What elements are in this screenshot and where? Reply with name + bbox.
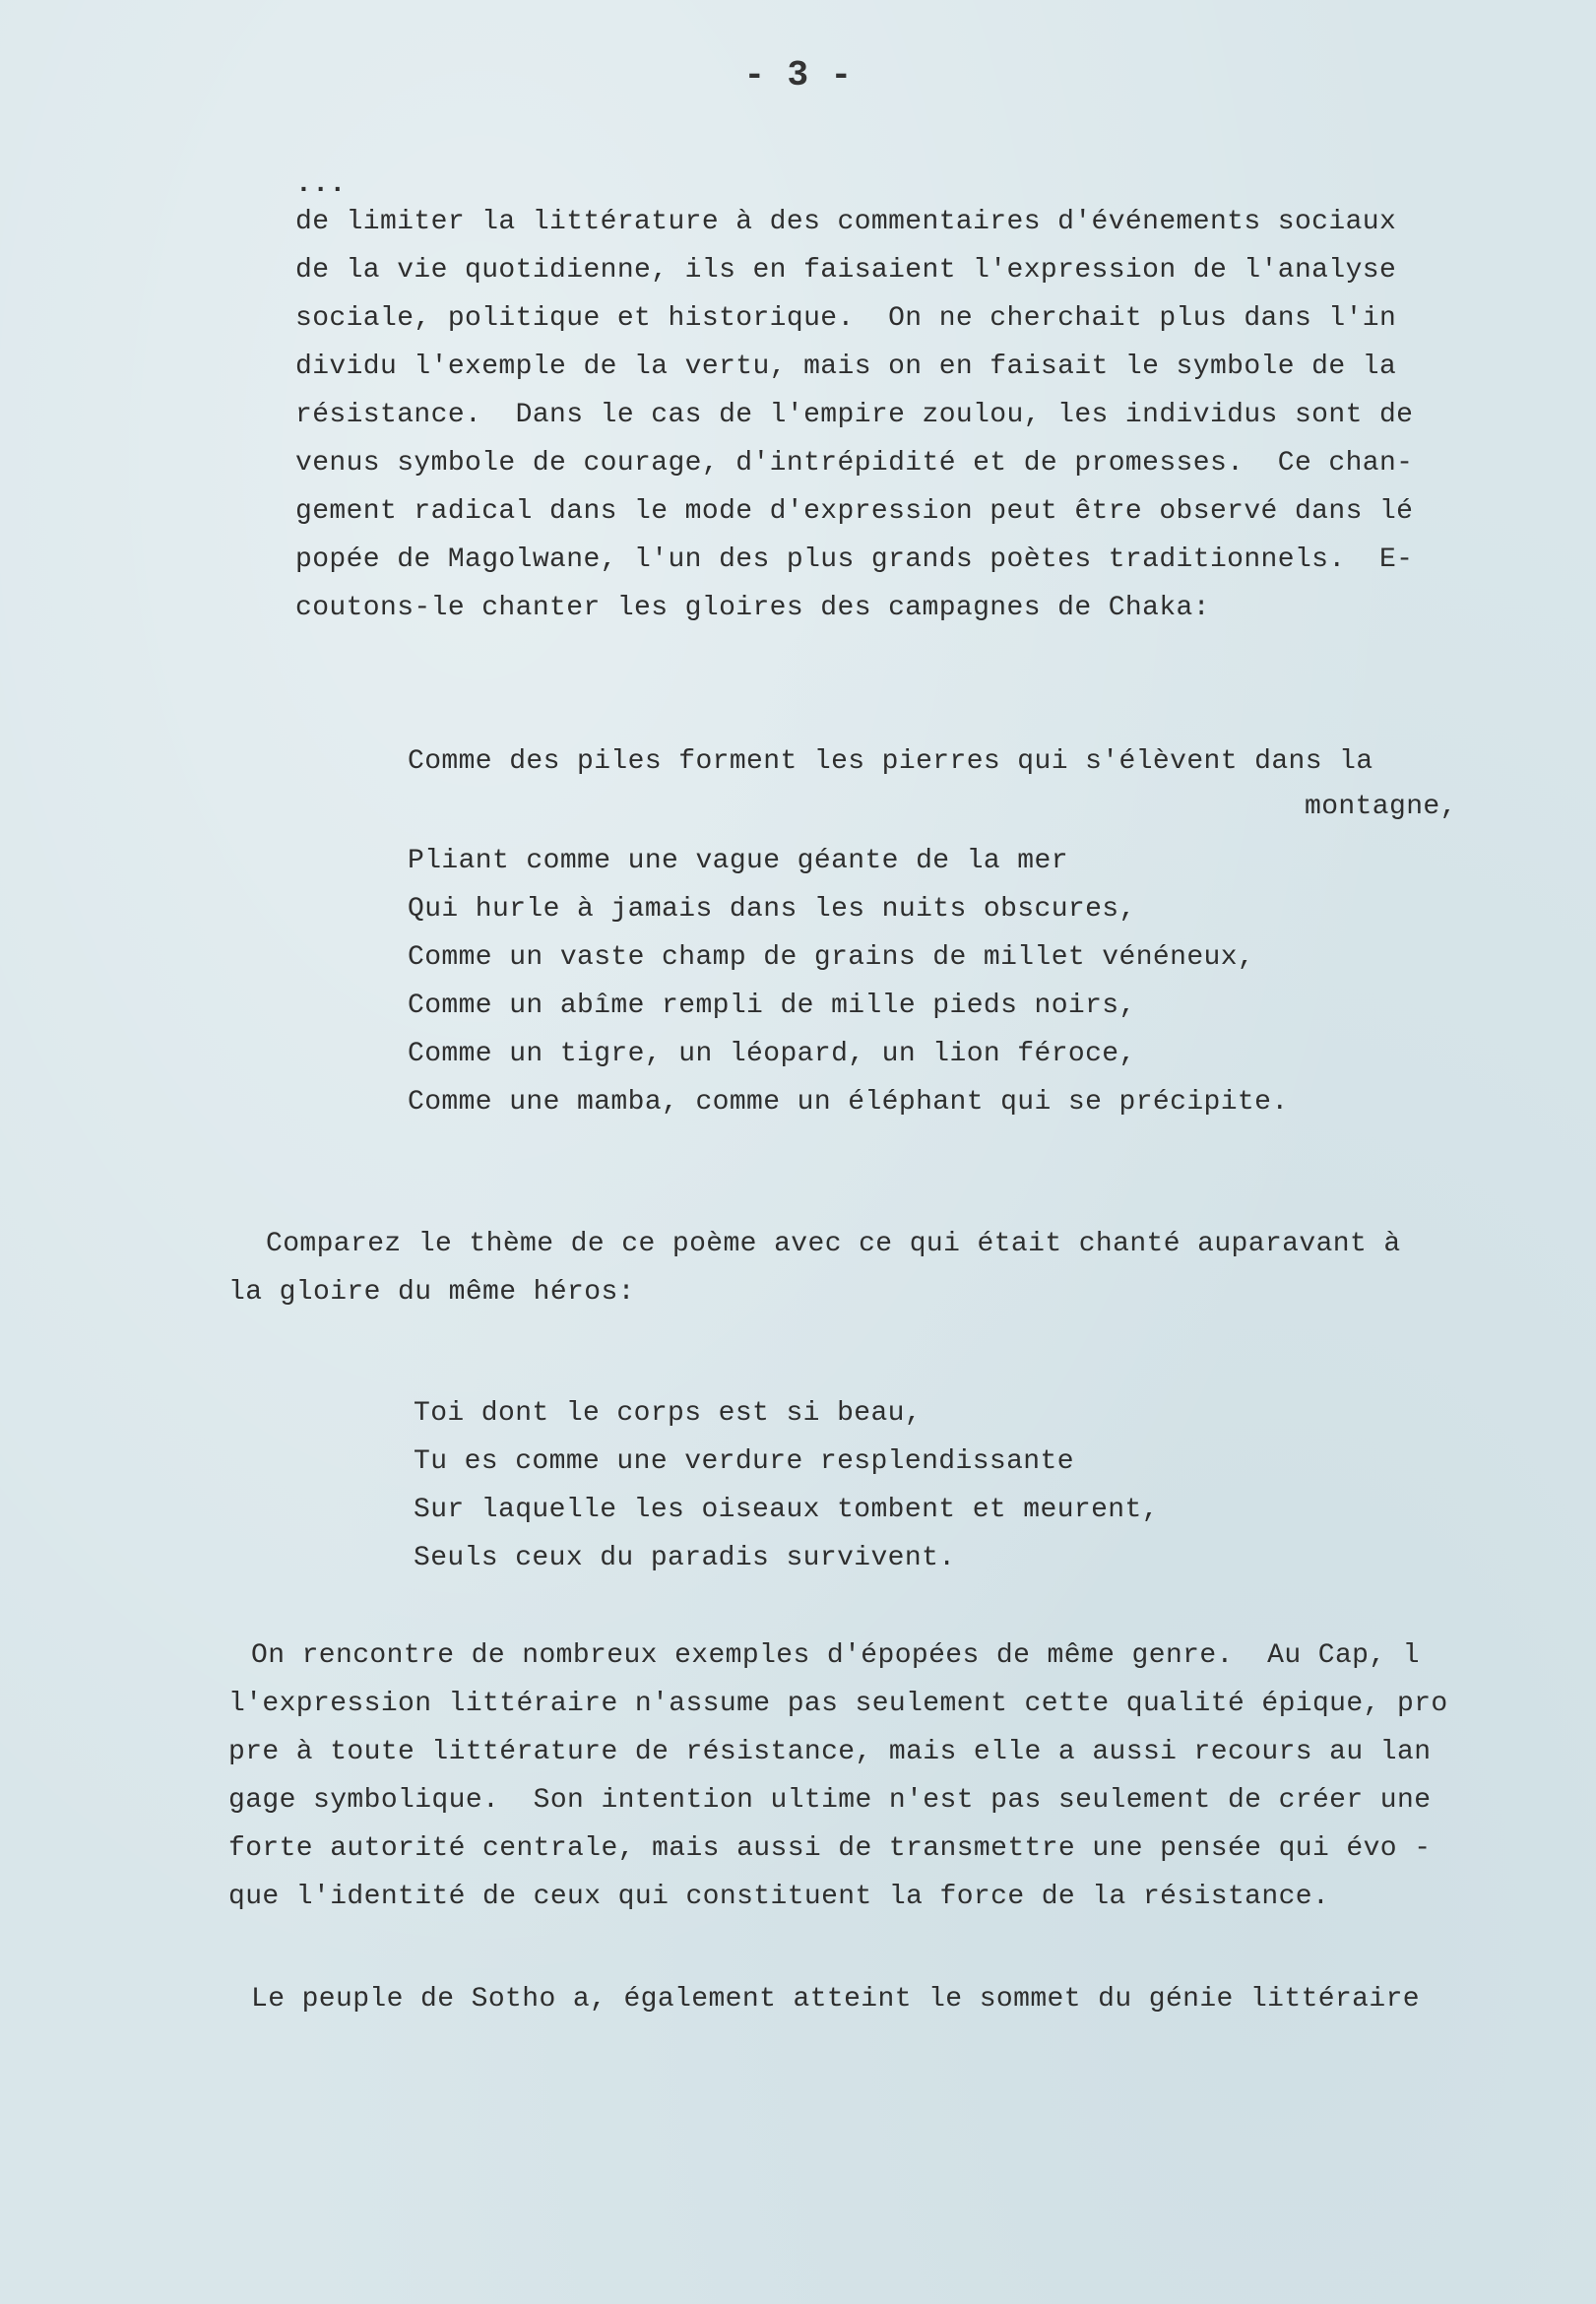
poem1-line-3: Qui hurle à jamais dans les nuits obscures,: [408, 894, 1136, 925]
poem1-line-1: Comme des piles forment les pierres qui s'élèvent dans la: [408, 746, 1373, 777]
para3-line-4: gage symbolique. Son intention ultime n'est pas seulement de créer une: [228, 1785, 1432, 1816]
poem2-line-1: Toi dont le corps est si beau,: [414, 1398, 923, 1429]
para1-line-5: résistance. Dans le cas de l'empire zoulou, les individus sont de: [295, 400, 1414, 430]
para1-line-2: de la vie quotidienne, ils en faisaient l'expression de l'analyse: [295, 255, 1397, 286]
poem1-line-1-cont: montagne,: [1305, 792, 1457, 822]
para1-line-4: dividu l'exemple de la vertu, mais on en faisait le symbole de la: [295, 352, 1397, 382]
para1-line-9: coutons-le chanter les gloires des campagnes de Chaka:: [295, 593, 1210, 623]
poem1-line-2: Pliant comme une vague géante de la mer: [408, 846, 1068, 876]
para3-line-1: On rencontre de nombreux exemples d'épopées de même genre. Au Cap, l: [251, 1640, 1420, 1671]
poem1-line-4: Comme un vaste champ de grains de millet vénéneux,: [408, 942, 1255, 973]
para1-line-8: popée de Magolwane, l'un des plus grands poètes traditionnels. E-: [295, 544, 1414, 575]
ellipsis: ...: [295, 169, 347, 200]
page-number: - 3 -: [743, 55, 853, 96]
para2-line-2: la gloire du même héros:: [228, 1277, 635, 1308]
poem2-line-2: Tu es comme une verdure resplendissante: [414, 1446, 1074, 1477]
para3-line-6: que l'identité de ceux qui constituent la force de la résistance.: [228, 1882, 1330, 1912]
para3-line-5: forte autorité centrale, mais aussi de transmettre une pensée qui évo -: [228, 1833, 1432, 1864]
para2-line-1: Comparez le thème de ce poème avec ce qui était chanté auparavant à: [266, 1229, 1401, 1259]
poem2-line-4: Seuls ceux du paradis survivent.: [414, 1543, 956, 1573]
para3-line-2: l'expression littéraire n'assume pas seulement cette qualité épique, pro: [228, 1689, 1448, 1719]
poem2-line-3: Sur laquelle les oiseaux tombent et meurent,: [414, 1495, 1159, 1525]
para1-line-3: sociale, politique et historique. On ne cherchait plus dans l'in: [295, 303, 1397, 334]
poem1-line-7: Comme une mamba, comme un éléphant qui se précipite.: [408, 1087, 1289, 1118]
poem1-line-6: Comme un tigre, un léopard, un lion féroce,: [408, 1039, 1136, 1069]
para3-line-3: pre à toute littérature de résistance, mais elle a aussi recours au lan: [228, 1737, 1432, 1767]
para4-line-1: Le peuple de Sotho a, également atteint le sommet du génie littéraire: [251, 1984, 1420, 2015]
para1-line-7: gement radical dans le mode d'expression peut être observé dans lé: [295, 496, 1414, 527]
para1-line-6: venus symbole de courage, d'intrépidité et de promesses. Ce chan-: [295, 448, 1414, 479]
poem1-line-5: Comme un abîme rempli de mille pieds noirs,: [408, 991, 1136, 1021]
para1-line-1: de limiter la littérature à des commentaires d'événements sociaux: [295, 207, 1397, 237]
